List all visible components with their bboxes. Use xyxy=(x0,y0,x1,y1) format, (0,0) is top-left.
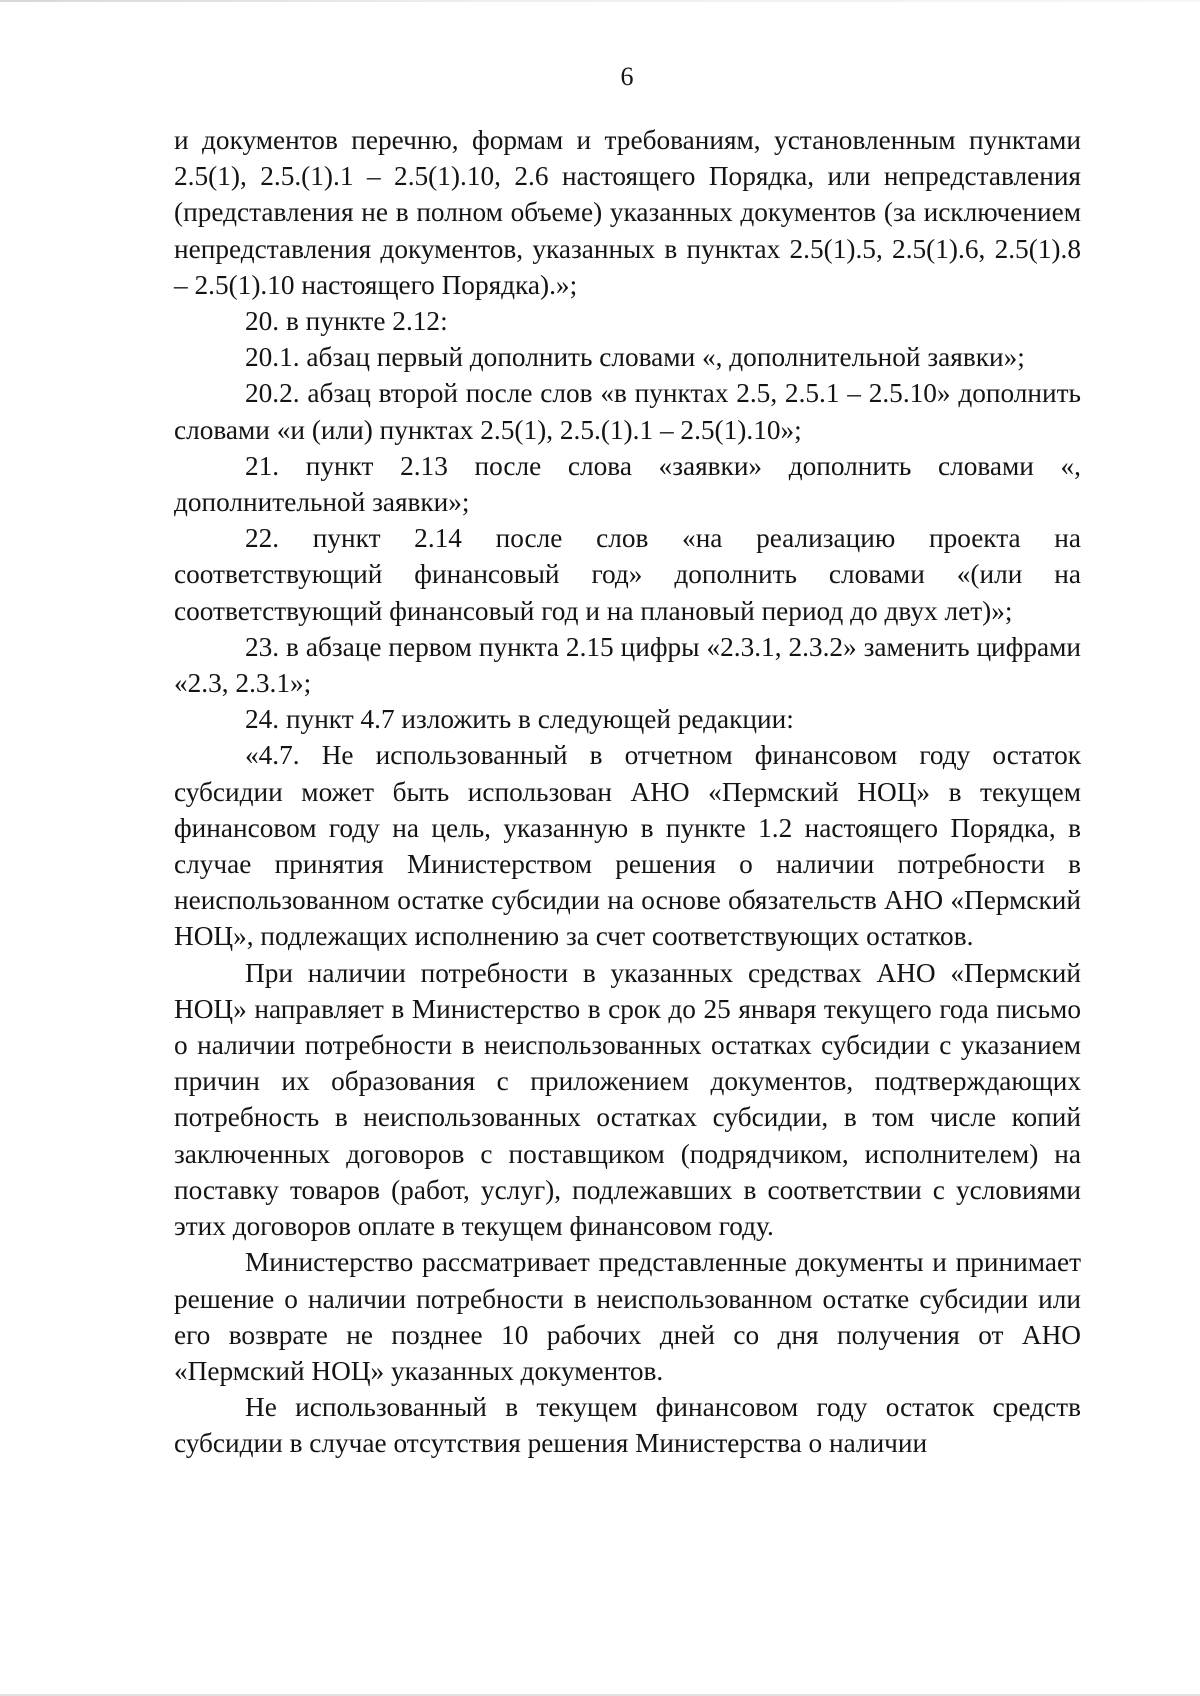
paragraph-item-21: 21. пункт 2.13 после слова «заявки» дополнить словами «, дополнительной заявки»; xyxy=(174,450,1081,518)
scan-edge-top xyxy=(0,0,1200,2)
paragraph-item-20: 20. в пункте 2.12: xyxy=(245,306,448,337)
page-number: 6 xyxy=(620,62,634,91)
paragraph-item-22: 22. пункт 2.14 после слов «на реализацию проекта на соответствующий финансовый год» дополнить словами «(или на соответствующий финансовый год и на плановый период до двух лет)»; xyxy=(174,523,1081,626)
paragraph-clause-4-7-need: При наличии потребности в указанных средствах АНО «Пермский НОЦ» направляет в Министерство в срок до 25 января текущего года письмо о наличии потребности в неиспользованных остатках субсидии с указанием причин их образования с приложением документов, подтверждающих потребность в неиспользованных остатках субсидии, в том числе копий заключенных договоров с поставщиком (подрядчиком, исполнителем) на поставку товаров (работ, услуг), подлежавших в соответствии с условиями этих договоров оплате в текущем финансовом году. xyxy=(174,957,1081,1242)
paragraph-clause-4-7-ministry: Министерство рассматривает представленные документы и принимает решение о наличии потребности в неиспользованном остатке субсидии или его возврате не позднее 10 рабочих дней со дня получения от АНО «Пермский НОЦ» указанных документов. xyxy=(174,1247,1081,1386)
paragraph-item-20-1: 20.1. абзац первый дополнить словами «, дополнительной заявки»; xyxy=(245,342,1025,373)
paragraph-continuation: и документов перечню, формам и требованиям, установленным пунктами 2.5(1), 2.5.(1).1 – 2.5(1).10, 2.6 настоящего Порядка, или непредставления (представления не в полном объеме) указанных документов (за исключением непредставления документов, указанных в пунктах 2.5(1).5, 2.5(1).6, 2.5(1).8 – 2.5(1).10 настоящего Порядка).»; xyxy=(174,125,1081,300)
paragraph-clause-4-7-unused: Не использованный в текущем финансовом году остаток средств субсидии в случае отсутствия решения Министерства о наличии xyxy=(174,1392,1081,1459)
paragraph-item-20-2: 20.2. абзац второй после слов «в пунктах 2.5, 2.5.1 – 2.5.10» дополнить словами «и (или) пунктах 2.5(1), 2.5.(1).1 – 2.5(1).10»; xyxy=(174,378,1081,445)
document-body xyxy=(174,122,1081,1462)
paragraph-clause-4-7: «4.7. Не использованный в отчетном финансовом году остаток субсидии может быть использован АНО «Пермский НОЦ» в текущем финансовом году на цель, указанную в пункте 1.2 настоящего Порядка, в случае принятия Министерством решения о наличии потребности в неиспользованном остатке субсидии на основе обязательств АНО «Пермский НОЦ», подлежащих исполнению за счет соответствующих остатков. xyxy=(174,740,1081,952)
paragraph-item-24: 24. пункт 4.7 изложить в следующей редакции: xyxy=(245,704,794,735)
paragraph-item-23: 23. в абзаце первом пункта 2.15 цифры «2.3.1, 2.3.2» заменить цифрами «2.3, 2.3.1»; xyxy=(174,631,1081,699)
